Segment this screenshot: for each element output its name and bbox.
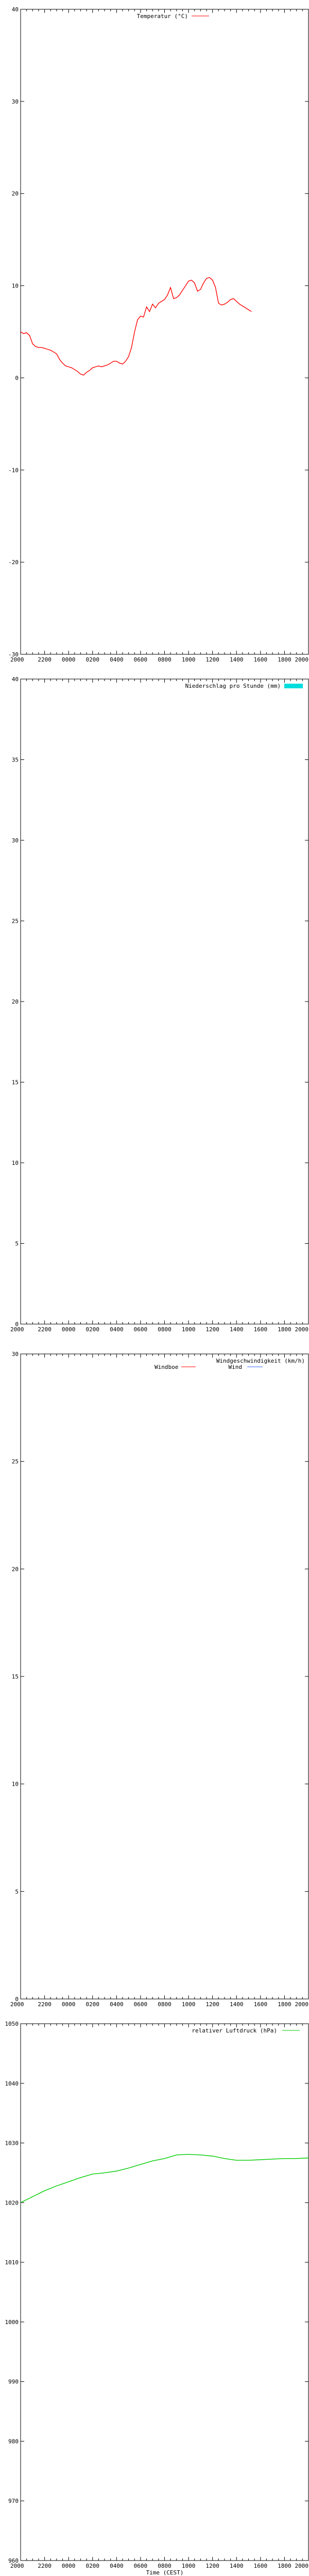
temperature-x-tick-label: 2000 (295, 656, 308, 663)
pressure-x-tick-label: 2200 (38, 2563, 52, 2569)
precipitation-y-tick-label: 0 (15, 1321, 19, 1328)
wind-y-tick-label: 20 (11, 1566, 19, 1573)
pressure-x-tick-label: 1000 (181, 2563, 196, 2569)
pressure-x-tick-label: 2000 (295, 2563, 308, 2569)
temperature-chart (0, 0, 309, 670)
pressure-x-tick-label: 1400 (230, 2563, 244, 2569)
precipitation-x-tick-label: 1400 (230, 1326, 244, 1333)
pressure-x-tick-label: 1600 (253, 2563, 268, 2569)
wind-x-tick-label: 1000 (181, 2001, 196, 2008)
precipitation-x-tick-label: 0000 (61, 1326, 76, 1333)
temperature-y-tick-label: -10 (8, 467, 19, 474)
precipitation-x-tick-label: 0800 (158, 1326, 171, 1333)
wind-x-tick-label: 1400 (230, 2001, 244, 2008)
pressure-x-tick-label: 0800 (158, 2563, 171, 2569)
temperature-series-line (21, 278, 251, 376)
wind-x-tick-label: 2000 (10, 2001, 24, 2008)
pressure-y-tick-label: 1000 (5, 2318, 19, 2326)
temperature-x-tick-label: 0200 (85, 656, 99, 663)
pressure-chart (0, 2014, 309, 2576)
temperature-x-tick-label: 1200 (205, 656, 219, 663)
precipitation-x-tick-label: 1000 (181, 1326, 196, 1333)
pressure-y-tick-label: 1020 (5, 2199, 19, 2207)
wind-x-tick-label: 0400 (110, 2001, 124, 2008)
wind-x-tick-label: 1800 (278, 2001, 291, 2008)
temperature-x-tick-label: 2200 (38, 656, 52, 663)
pressure-y-tick-label: 980 (8, 2438, 19, 2445)
wind-x-tick-label: 1200 (205, 2001, 219, 2008)
temperature-y-tick-label: -30 (8, 651, 19, 658)
precipitation-y-tick-label: 25 (11, 918, 19, 925)
wind-y-tick-label: 10 (11, 1781, 19, 1788)
temperature-plot-frame (21, 9, 308, 654)
precipitation-y-tick-label: 40 (11, 676, 19, 683)
temperature-x-tick-label: 1400 (230, 656, 244, 663)
temperature-y-tick-label: 10 (11, 282, 19, 290)
wind-plot-frame (21, 1354, 308, 1999)
wind-x-tick-label: 0000 (61, 2001, 76, 2008)
wind-y-tick-label: 15 (11, 1673, 19, 1680)
wind-x-tick-label: 2200 (38, 2001, 52, 2008)
precipitation-x-tick-label: 2000 (295, 1326, 308, 1333)
pressure-y-tick-label: 970 (8, 2498, 19, 2505)
wind-x-tick-label: 0800 (158, 2001, 171, 2008)
precipitation-x-tick-label: 0600 (133, 1326, 148, 1333)
pressure-legend-label: relativer Luftdruck (hPa) (192, 2027, 277, 2034)
temperature-y-tick-label: -20 (8, 559, 19, 566)
temperature-y-tick-label: 40 (11, 6, 19, 13)
pressure-y-tick-label: 960 (8, 2557, 19, 2564)
pressure-series-line (21, 2155, 308, 2203)
wind-x-tick-label: 0200 (85, 2001, 99, 2008)
pressure-plot-frame (21, 2024, 308, 2561)
wind-y-tick-label: 0 (15, 1996, 19, 2003)
pressure-x-tick-label: 0000 (61, 2563, 76, 2569)
wind-x-tick-label: 2000 (295, 2001, 308, 2008)
pressure-x-tick-label: 2000 (10, 2563, 24, 2569)
precipitation-y-tick-label: 35 (11, 756, 19, 764)
pressure-y-tick-label: 1010 (5, 2259, 19, 2266)
pressure-x-axis-label: Time (CEST) (146, 2569, 184, 2576)
temperature-y-tick-label: 0 (15, 375, 19, 382)
wind-legend-label: Wind (228, 1364, 242, 1370)
precipitation-x-tick-label: 1800 (278, 1326, 291, 1333)
pressure-x-tick-label: 1200 (205, 2563, 219, 2569)
pressure-x-tick-label: 0200 (85, 2563, 99, 2569)
pressure-y-tick-label: 990 (8, 2378, 19, 2385)
temperature-y-tick-label: 30 (11, 98, 19, 105)
pressure-y-tick-label: 1040 (5, 2080, 19, 2087)
precipitation-chart (0, 670, 309, 1340)
pressure-x-tick-label: 1800 (278, 2563, 291, 2569)
precipitation-legend-swatch (284, 684, 303, 688)
precipitation-x-tick-label: 1600 (253, 1326, 268, 1333)
precipitation-y-tick-label: 10 (11, 1160, 19, 1166)
precipitation-y-tick-label: 20 (11, 998, 19, 1005)
precipitation-x-tick-label: 1200 (205, 1326, 219, 1333)
wind-legend-title: Windgeschwindigkeit (km/h) (216, 1358, 305, 1364)
wind-legend-label: Windboe (154, 1364, 179, 1370)
precipitation-x-tick-label: 0400 (110, 1326, 124, 1333)
precipitation-y-tick-label: 15 (11, 1079, 19, 1086)
pressure-x-tick-label: 0600 (133, 2563, 148, 2569)
wind-x-tick-label: 0600 (133, 2001, 148, 2008)
pressure-y-tick-label: 1030 (5, 2140, 19, 2147)
temperature-x-tick-label: 0600 (133, 656, 148, 663)
precipitation-legend-label: Niederschlag pro Stunde (mm) (185, 683, 281, 689)
temperature-y-tick-label: 20 (11, 190, 19, 197)
wind-y-tick-label: 25 (11, 1458, 19, 1465)
wind-chart (0, 1345, 309, 2014)
wind-y-tick-label: 5 (15, 1888, 19, 1895)
precipitation-y-tick-label: 30 (11, 837, 19, 844)
temperature-x-tick-label: 1800 (278, 656, 291, 663)
wind-x-tick-label: 1600 (253, 2001, 268, 2008)
precipitation-x-tick-label: 2200 (38, 1326, 52, 1333)
temperature-x-tick-label: 0400 (110, 656, 124, 663)
temperature-x-tick-label: 0000 (61, 656, 76, 663)
pressure-y-tick-label: 1050 (5, 2021, 19, 2027)
temperature-x-tick-label: 1000 (181, 656, 196, 663)
precipitation-plot-frame (21, 679, 308, 1324)
temperature-x-tick-label: 1600 (253, 656, 268, 663)
wind-y-tick-label: 30 (11, 1351, 19, 1358)
precipitation-x-tick-label: 0200 (85, 1326, 99, 1333)
pressure-x-tick-label: 0400 (110, 2563, 124, 2569)
temperature-x-tick-label: 2000 (10, 656, 24, 663)
precipitation-x-tick-label: 2000 (10, 1326, 24, 1333)
temperature-legend-label: Temperatur (°C) (136, 13, 188, 20)
temperature-x-tick-label: 0800 (158, 656, 171, 663)
precipitation-y-tick-label: 5 (15, 1240, 19, 1247)
